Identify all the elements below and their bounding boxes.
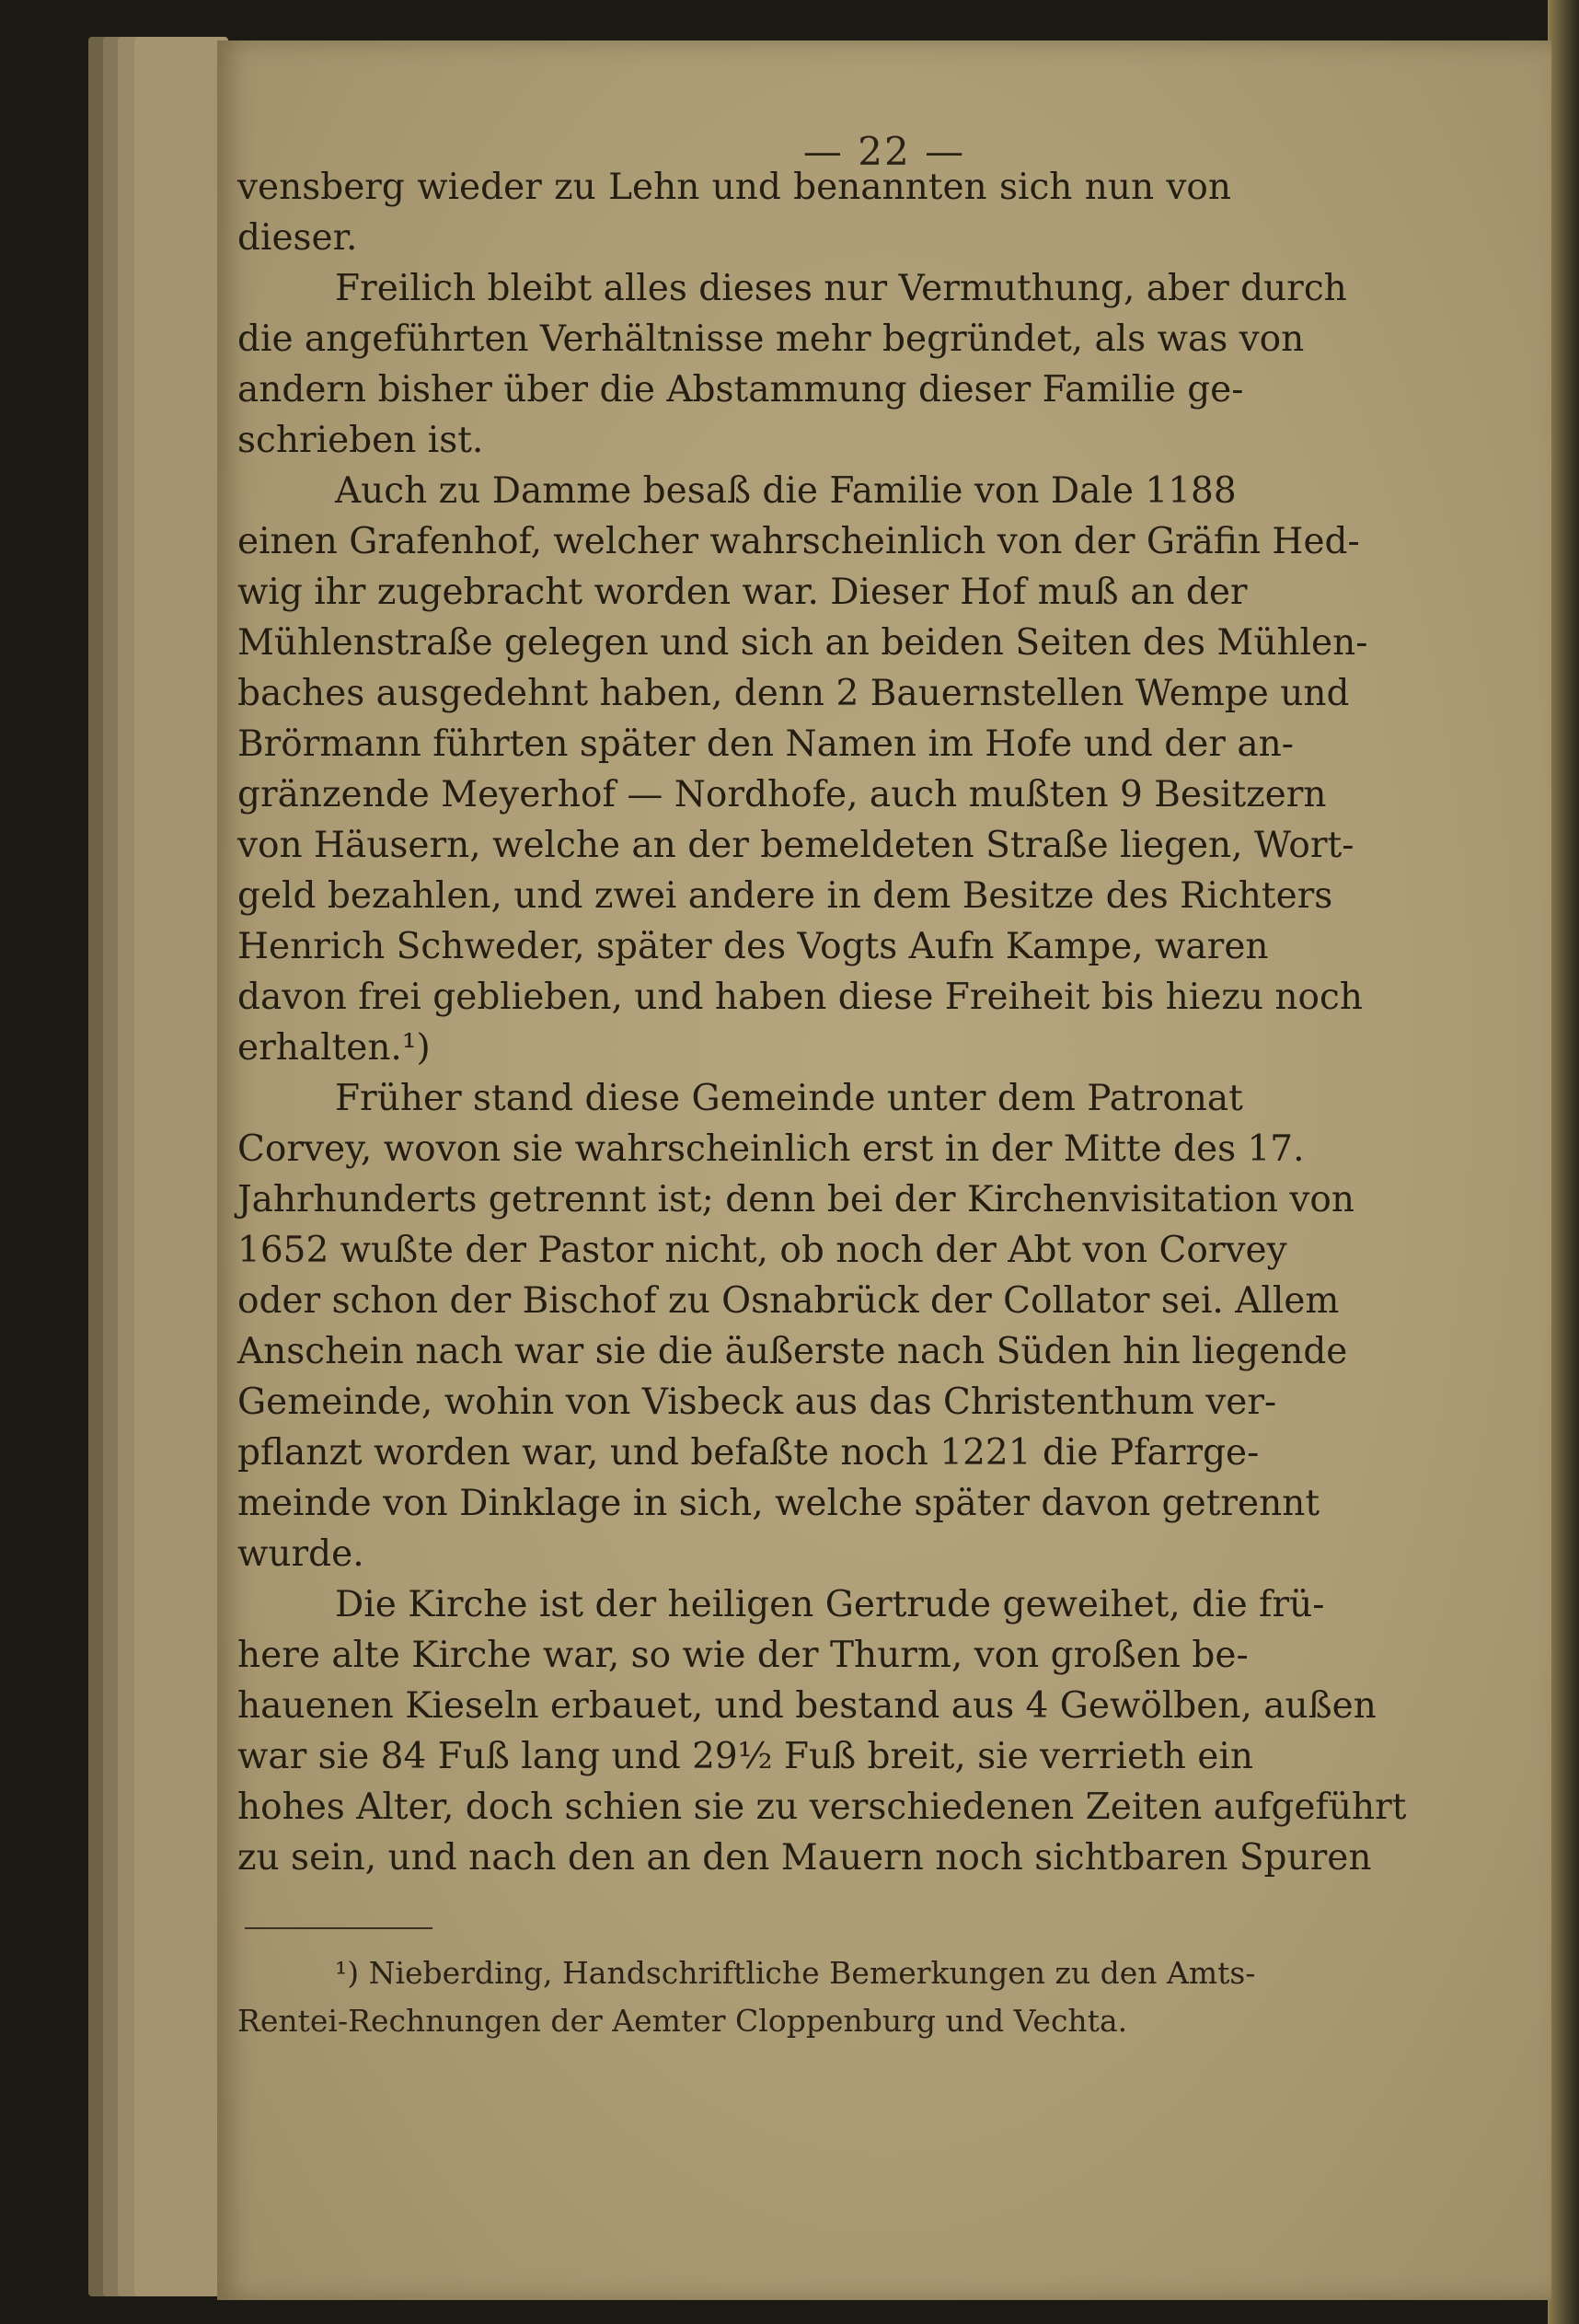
text-line: zu sein, und nach den an den Mauern noch sichtbaren Spuren [237, 1837, 1372, 1879]
text-line: von Häusern, welche an der bemeldeten Straße liegen, Wort- [237, 825, 1354, 866]
text-line: einen Grafenhof, welcher wahrscheinlich von der Gräfin Hed- [237, 521, 1360, 562]
text-line: die angeführten Verhältnisse mehr begründet, als was von [237, 318, 1305, 360]
text-line: Die Kirche ist der heiligen Gertrude geweihet, die frü- [335, 1584, 1325, 1625]
text-line: Anschein nach war sie die äußerste nach Süden hin liegende [237, 1331, 1348, 1372]
text-line: pflanzt worden war, und befaßte noch 1221 die Pfarrge- [237, 1432, 1260, 1474]
footnote-line: Rentei-Rechnungen der Aemter Cloppenburg und Vechta. [237, 2003, 1128, 2039]
text-line: geld bezahlen, und zwei andere in dem Besitze des Richters [237, 875, 1333, 917]
text-line: andern bisher über die Abstammung dieser Familie ge- [237, 369, 1244, 410]
footnote-divider [245, 1927, 432, 1929]
text-line: dieser. [237, 217, 358, 259]
text-line: Jahrhunderts getrennt ist; denn bei der Kirchenvisitation von [237, 1179, 1354, 1220]
text-line: Corvey, wovon sie wahrscheinlich erst in der Mitte des 17. [237, 1128, 1305, 1170]
text-line: wig ihr zugebracht worden war. Dieser Hof muß an der [237, 572, 1248, 613]
text-line: Auch zu Damme besaß die Familie von Dale 1188 [335, 470, 1237, 512]
text-line: Früher stand diese Gemeinde unter dem Patronat [335, 1078, 1243, 1119]
text-line: vensberg wieder zu Lehn und benannten sich nun von [237, 167, 1231, 208]
text-line: war sie 84 Fuß lang und 29½ Fuß breit, sie verrieth ein [237, 1736, 1253, 1777]
text-line: Henrich Schweder, später des Vogts Aufn Kampe, waren [237, 926, 1269, 967]
text-line: erhalten.¹) [237, 1027, 431, 1069]
text-line: here alte Kirche war, so wie der Thurm, von großen be- [237, 1635, 1249, 1676]
text-line: Mühlenstraße gelegen und sich an beiden Seiten des Mühlen- [237, 622, 1368, 664]
page-edge [134, 37, 228, 2296]
text-line: Freilich bleibt alles dieses nur Vermuthung, aber durch [335, 268, 1347, 309]
page-number: — 22 — [802, 129, 966, 174]
text-line: meinde von Dinklage in sich, welche später davon getrennt [237, 1483, 1320, 1524]
text-line: baches ausgedehnt haben, denn 2 Bauernstellen Wempe und [237, 673, 1350, 714]
text-line: Brörmann führten später den Namen im Hofe und der an- [237, 723, 1294, 765]
body-text [237, 162, 1407, 1883]
footnote-line: ¹) Nieberding, Handschriftliche Bemerkungen zu den Amts- [335, 1955, 1256, 1991]
text-line: oder schon der Bischof zu Osnabrück der Collator sei. Allem [237, 1280, 1340, 1322]
text-line: davon frei geblieben, und haben diese Freiheit bis hiezu noch [237, 977, 1363, 1018]
right-border [1548, 0, 1579, 2324]
text-line: gränzende Meyerhof — Nordhofe, auch mußten 9 Besitzern [237, 774, 1327, 815]
text-line: hohes Alter, doch schien sie zu verschiedenen Zeiten aufgeführt [237, 1786, 1407, 1828]
footnote [237, 1949, 1256, 2045]
text-line: 1652 wußte der Pastor nicht, ob noch der Abt von Corvey [237, 1230, 1287, 1271]
text-line: wurde. [237, 1533, 364, 1575]
text-line: Gemeinde, wohin von Visbeck aus das Christenthum ver- [237, 1382, 1277, 1423]
text-line: schrieben ist. [237, 420, 484, 461]
text-line: hauenen Kieseln erbauet, und bestand aus 4 Gewölben, außen [237, 1685, 1377, 1727]
